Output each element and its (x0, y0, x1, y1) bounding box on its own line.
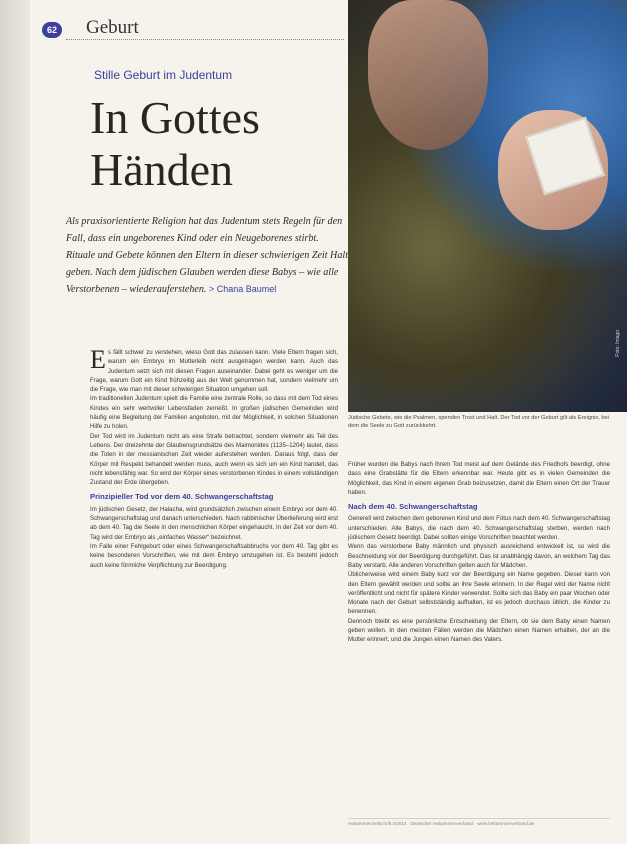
body-paragraph: Dennoch bleibt es eine persönliche Entscheidung der Eltern, ob sie dem Baby einen Namen geben wollen. In den meisten Fällen werden die Mädchen einen Namen erhalten, der an die Mutter erinnert, und die Jungen einen Namen des Vaters. (348, 617, 610, 644)
lead-text: Als praxisorientierte Religion hat das Judentum stets Regeln für den Fall, dass ein ungeborenes Kind oder ein Neugeborenes stirbt. Rituale und Gebete können den Eltern in dieser schwierigen Zeit Halt geben. Nach dem jüdischen Glauben werden diese Babys – wie alle Verstorbenen – wiederauferstehen. (66, 216, 349, 295)
article-photo (348, 0, 627, 412)
section-title: Geburt (86, 17, 139, 38)
drop-cap: E (90, 345, 106, 374)
body-paragraph: Es fällt schwer zu verstehen, wieso Gott das zulassen kann. Viele Eltern fragen sich, warum ein Embryo im Mutterleib nicht ausgetragen werden kann. Auch das Judentum setzt sich mit diesen Fragen auseinander. Dabei geht es weniger um die Frage, warum Gott ein Kind frühzeitig aus der Welt genommen hat, sondern vielmehr um die Frage, wie man mit dieser schwierigen Situation umgehen soll. (90, 345, 338, 394)
article-author: > Chana Baumel (208, 284, 277, 294)
body-column-left (90, 345, 338, 570)
body-column-right (348, 460, 610, 645)
body-paragraph: Üblicherweise wird einem Baby kurz vor der Beerdigung ein Name gegeben. Dieser kann von den Eltern gewählt werden und sollte an ihre Seele erinnern. In der Regel wird der Name nicht veröffentlicht und nicht für spätere Kinder verwendet. Sollte sich das Baby ein paar Wochen oder Monate nach der Geburt selbstständig aufhalten, ist es jedoch durchaus üblich, die Kinder zu benennen. (348, 571, 610, 616)
page-gutter (0, 0, 30, 844)
subheading: Nach dem 40. Schwangerschaftstag (348, 502, 478, 512)
body-paragraph: Generell wird zwischen dem geborenen Kind und dem Fötus nach dem 40. Schwangerschaftstag unterschieden. Alle Babys, die nach dem 40. Schwangerschaftstag sterben, werden nach jüdischem Gesetz beerdigt. Dabei sollten einige Vorschriften beachtet werden. (348, 515, 610, 542)
article-headline: In Gottes Händen (90, 92, 260, 195)
body-paragraph: Der Tod wird im Judentum nicht als eine Strafe betrachtet, sondern vielmehr als Teil des Lebens. Der dreizehnte der Glaubensgrundsätze des Maimonides (1135–1204) lautet, dass die Toten in der messianischen Zeit wieder auferstehen werden. Daraus folgt, dass der Körper mit Respekt behandelt werden muss, auch wenn es sich um ein Kind handelt, das nicht lebensfähig war. So wird der Körper eines verstorbenen Kindes in einem vollständigen Zustand der Erde übergeben. (90, 432, 338, 487)
subheading: Prinzipieller Tod vor dem 40. Schwangerschaftstag (90, 492, 274, 502)
body-paragraph: Wenn das verstorbene Baby männlich und physisch ausreichend entwickelt ist, so wird die Beschneidung vor der Beerdigung durchgeführt. Das ist unabhängig davon, an welchem Tag das Baby verstarb. Alle anderen Vorschriften gelten auch für Mädchen. (348, 543, 610, 569)
article-kicker: Stille Geburt im Judentum (94, 68, 233, 82)
body-paragraph: Im traditionellen Judentum spielt die Familie eine zentrale Rolle, so dass mit dem Tod eines Kindes ein sehr wertvoller Lebensfaden zerreißt. In großen jüdischen Gemeinden wird häufig eine Begleitung der Familien angeboten, mit der Möglichkeit, in solchen Situationen Hilfe zu holen. (90, 395, 338, 431)
header-divider (66, 39, 344, 41)
page-number: 62 (42, 22, 62, 38)
article-lead (66, 213, 348, 298)
body-paragraph: Früher wurden die Babys nach ihrem Tod meist auf dem Gelände des Friedhofs beerdigt, ohne dass eine Grabstätte für die Eltern erkennbar war. Heute gibt es in vielen Gemeinden die Möglichkeit, das Kind in einem eigenen Grab beizusetzen, damit die Eltern einen Ort der Trauer haben. (348, 461, 610, 496)
photo-credit: Foto: Imago (615, 330, 621, 357)
body-paragraph: Im jüdischen Gesetz, der Halacha, wird grundsätzlich zwischen einem Embryo vor dem 40. Schwangerschaftstag und danach unterschieden. Nach rabbinischer Überlieferung wird erst ab dem 40. Tag die Seele in den menschlichen Körper eingehaucht. In der Zeit vor dem 40. Tag wird der Embryo als „einfaches Wasser“ bezeichnet. (90, 505, 338, 541)
body-paragraph: Im Falle einer Fehlgeburt oder eines Schwangerschaftsabbruchs vor dem 40. Tag gibt es keine besonderen Vorschriften, wie mit dem Embryo umzugehen ist. Es besteht jedoch auch keine förmliche Verpflichtung zur Beerdigung. (90, 542, 338, 569)
photo-figure (368, 0, 488, 150)
magazine-page (30, 0, 627, 844)
page-footer: Hebammenzeitschrift 4/2014 · Deutscher Hebammenverband · www.hebammenverband.de (348, 818, 610, 826)
photo-caption: Jüdische Gebete, wie die Psalmen, spenden Trost und Halt. Der Tod vor der Geburt gilt als Ereignis, bei dem die Seele zu Gott zurückkehrt. (348, 415, 610, 429)
